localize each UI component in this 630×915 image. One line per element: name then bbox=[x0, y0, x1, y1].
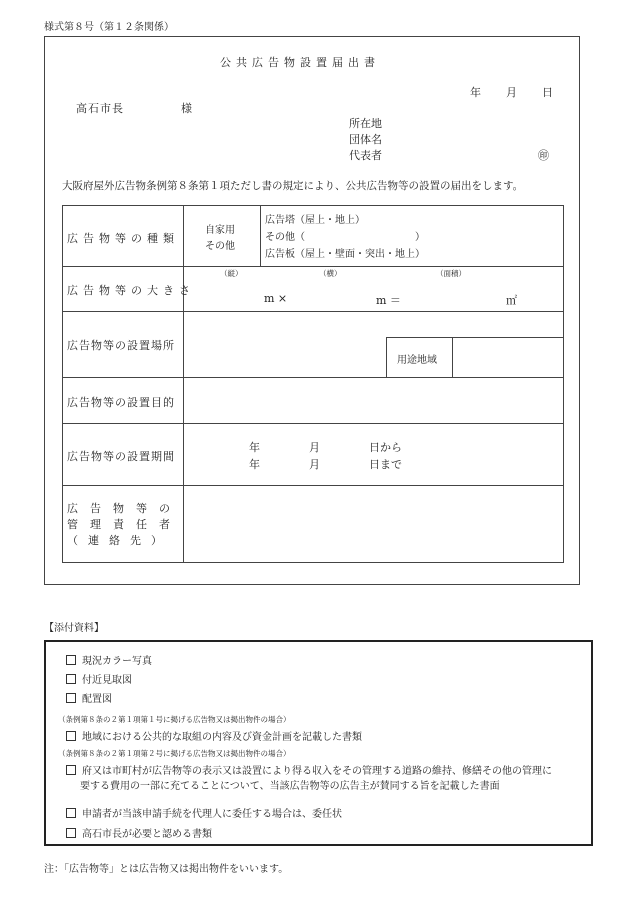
date-year: 年 bbox=[470, 86, 481, 99]
manager-label-3: （連絡先） bbox=[67, 534, 172, 547]
type-option-1: 広告塔（屋上・地上） bbox=[265, 215, 365, 226]
attachment-item: 地域における公共的な取組の内容及び資金計画を記載した書類 bbox=[66, 728, 362, 743]
attachment-item-continued: 要する費用の一部に充てることについて、当該広告物等の広告主が賛同する旨を記載した書面 bbox=[80, 781, 500, 792]
checkbox-icon[interactable] bbox=[66, 808, 76, 818]
attachment-item: 配置図 bbox=[66, 690, 112, 705]
attachment-item: 府又は市町村が広告物等の表示又は設置により得る収入をその管理する道路の維持、修繕その他の管理に bbox=[66, 762, 552, 777]
period-from-month: 月 bbox=[309, 441, 320, 454]
attachment-note-2: （条例第８条の２第１項第２号に掲げる広告物又は掲出物件の場合） bbox=[58, 749, 291, 758]
type-option-3: 広告板（屋上・壁面・突出・地上） bbox=[265, 249, 425, 260]
checkbox-icon[interactable] bbox=[66, 828, 76, 838]
date-day: 日 bbox=[542, 86, 553, 99]
checkbox-icon[interactable] bbox=[66, 765, 76, 775]
applicant-organization: 団体名 bbox=[349, 133, 382, 146]
attachments-heading: 【添付資料】 bbox=[44, 623, 104, 634]
period-label: 広告物等の設置期間 bbox=[67, 450, 175, 463]
checkbox-icon[interactable] bbox=[66, 655, 76, 665]
period-to-year: 年 bbox=[249, 458, 260, 471]
checkbox-icon[interactable] bbox=[66, 693, 76, 703]
type-option-2: その他（ bbox=[265, 232, 305, 243]
form-number: 様式第８号（第１２条関係） bbox=[44, 22, 174, 33]
attachment-item: 現況カラー写真 bbox=[66, 652, 152, 667]
size-length-caption: （縦） bbox=[220, 269, 243, 278]
period-to-month: 月 bbox=[309, 458, 320, 471]
attachment-item: 申請者が当該申請手続を代理人に委任する場合は、委任状 bbox=[66, 805, 342, 820]
location-label: 広告物等の設置場所 bbox=[67, 339, 175, 352]
zoning-label: 用途地域 bbox=[397, 355, 437, 366]
date-month: 月 bbox=[506, 86, 517, 99]
form-title: 公共広告物設置届出書 bbox=[220, 56, 380, 69]
statement: 大阪府屋外広告物条例第８条第１項ただし書の規定により、公共広告物等の設置の届出をします。 bbox=[62, 180, 524, 192]
size-area-caption: （面積） bbox=[436, 269, 466, 278]
manager-label-2: 管理責任者 bbox=[67, 518, 182, 531]
checkbox-icon[interactable] bbox=[66, 674, 76, 684]
addressee-mayor: 高石市長 bbox=[76, 102, 124, 115]
size-label: 広告物等の大きさ bbox=[67, 284, 195, 297]
type-label: 広告物等の種類 bbox=[67, 232, 179, 245]
seal-mark: ㊞ bbox=[538, 149, 549, 162]
manager-label-1: 広告物等の bbox=[67, 502, 182, 515]
period-from-day: 日から bbox=[369, 441, 402, 454]
size-width-caption: （横） bbox=[319, 269, 342, 278]
type-category-1: 自家用 bbox=[205, 225, 235, 236]
applicant-address: 所在地 bbox=[349, 117, 382, 130]
checkbox-icon[interactable] bbox=[66, 731, 76, 741]
period-from-year: 年 bbox=[249, 441, 260, 454]
size-unit-m2: m ＝ bbox=[376, 294, 401, 307]
attachment-item: 付近見取図 bbox=[66, 671, 132, 686]
addressee-honorific: 様 bbox=[181, 102, 192, 115]
type-category-2: その他 bbox=[205, 241, 235, 252]
footnote: 注：「広告物等」とは広告物又は掲出物件をいいます。 bbox=[44, 864, 289, 875]
applicant-representative: 代表者 bbox=[349, 149, 382, 162]
purpose-label: 広告物等の設置目的 bbox=[67, 396, 175, 409]
type-option-2-close: ） bbox=[415, 232, 425, 243]
size-unit-area: ㎡ bbox=[506, 294, 517, 307]
attachment-note-1: （条例第８条の２第１項第１号に掲げる広告物又は掲出物件の場合） bbox=[58, 715, 291, 724]
period-to-day: 日まで bbox=[369, 458, 402, 471]
size-unit-m1: m × bbox=[264, 292, 288, 305]
attachment-item: 高石市長が必要と認める書類 bbox=[66, 825, 212, 840]
